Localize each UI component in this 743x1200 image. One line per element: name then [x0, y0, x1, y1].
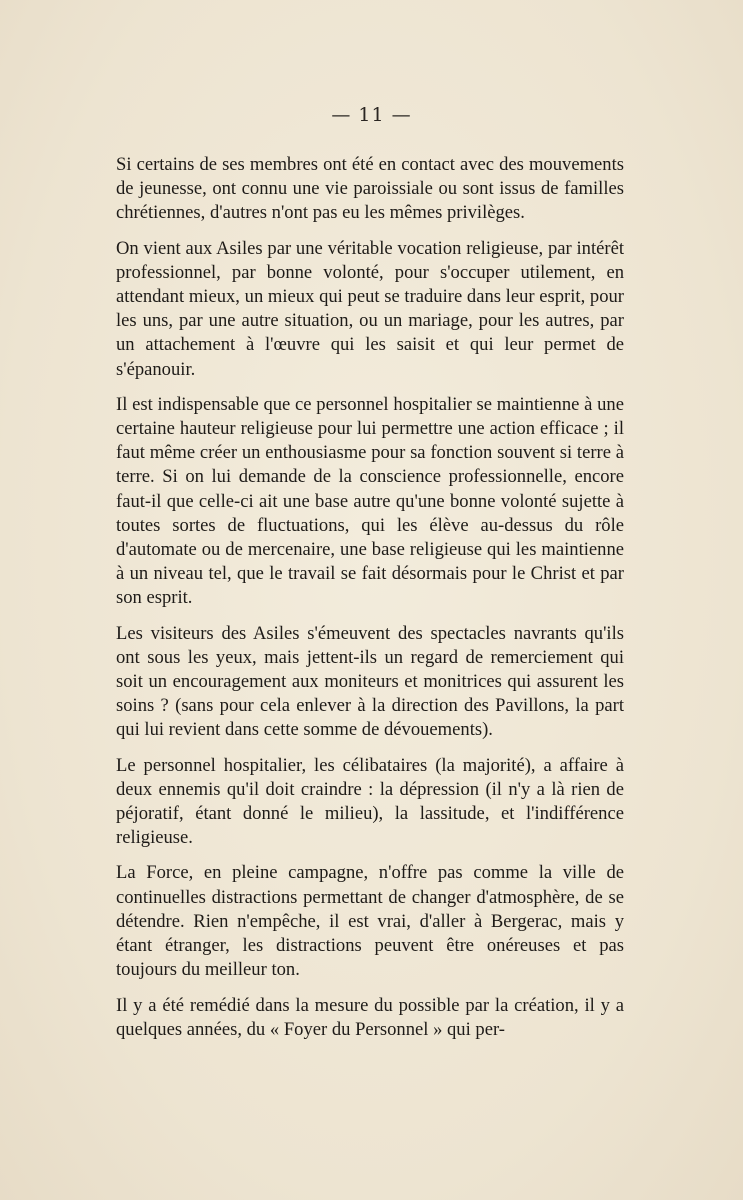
body-text — [116, 153, 624, 1042]
paragraph: La Force, en pleine campagne, n'offre pas comme la ville de continuelles distractions permettant de changer d'atmosphère, de se détendre. Rien n'empêche, il est vrai, d'aller à Bergerac, mais y étant étranger, les distractions peuvent être onéreuses et pas toujours du meilleur ton. — [116, 862, 624, 981]
paragraph: On vient aux Asiles par une véritable vocation religieuse, par intérêt professionnel, par bonne volonté, pour s'occuper utilement, en attendant mieux, un mieux qui peut se traduire dans leur esprit, pour les uns, par une autre situation, ou un mariage, pour les autres, par un attachement à l'œuvre qui les saisit et qui leur permet de s'épanouir. — [116, 237, 624, 380]
paragraph: Il y a été remédié dans la mesure du possible par la création, il y a quelques années, du « Foyer du Personnel » qui per- — [116, 994, 624, 1040]
paragraph: Si certains de ses membres ont été en contact avec des mouvements de jeunesse, ont connu une vie paroissiale ou sont issus de familles chrétiennes, d'autres n'ont pas eu les mêmes privilèges. — [116, 154, 624, 224]
paragraph: Le personnel hospitalier, les célibataires (la majorité), a affaire à deux ennemis qu'il doit craindre : la dépression (il n'y a là rien de péjoratif, étant donné le milieu), la lassitude, et l'indifférence religieuse. — [116, 754, 624, 849]
page-number: — 11 — — [331, 104, 412, 126]
paragraph: Il est indispensable que ce personnel hospitalier se maintienne à une certaine hauteur religieuse pour lui permettre une action efficace ; il faut même créer un enthousiasme pour sa fonction souvent si terre à terre. Si on lui demande de la conscience professionnelle, encore faut-il que celle-ci ait une base autre qu'une bonne volonté sujette à toutes sortes de fluctuations, qui les élève au-dessus du rôle d'automate ou de mercenaire, une base religieuse qui les maintienne à un niveau tel, que le travail se fait désormais pour le Christ et par son esprit. — [116, 393, 624, 609]
paragraph: Les visiteurs des Asiles s'émeuvent des spectacles navrants qu'ils ont sous les yeux, mais jettent-ils un regard de remerciement qui soit un encouragement aux moniteurs et monitrices qui assurent les soins ? (sans pour cela enlever à la direction des Pavillons, la part qui lui revient dans cette somme de dévouements). — [116, 622, 624, 741]
